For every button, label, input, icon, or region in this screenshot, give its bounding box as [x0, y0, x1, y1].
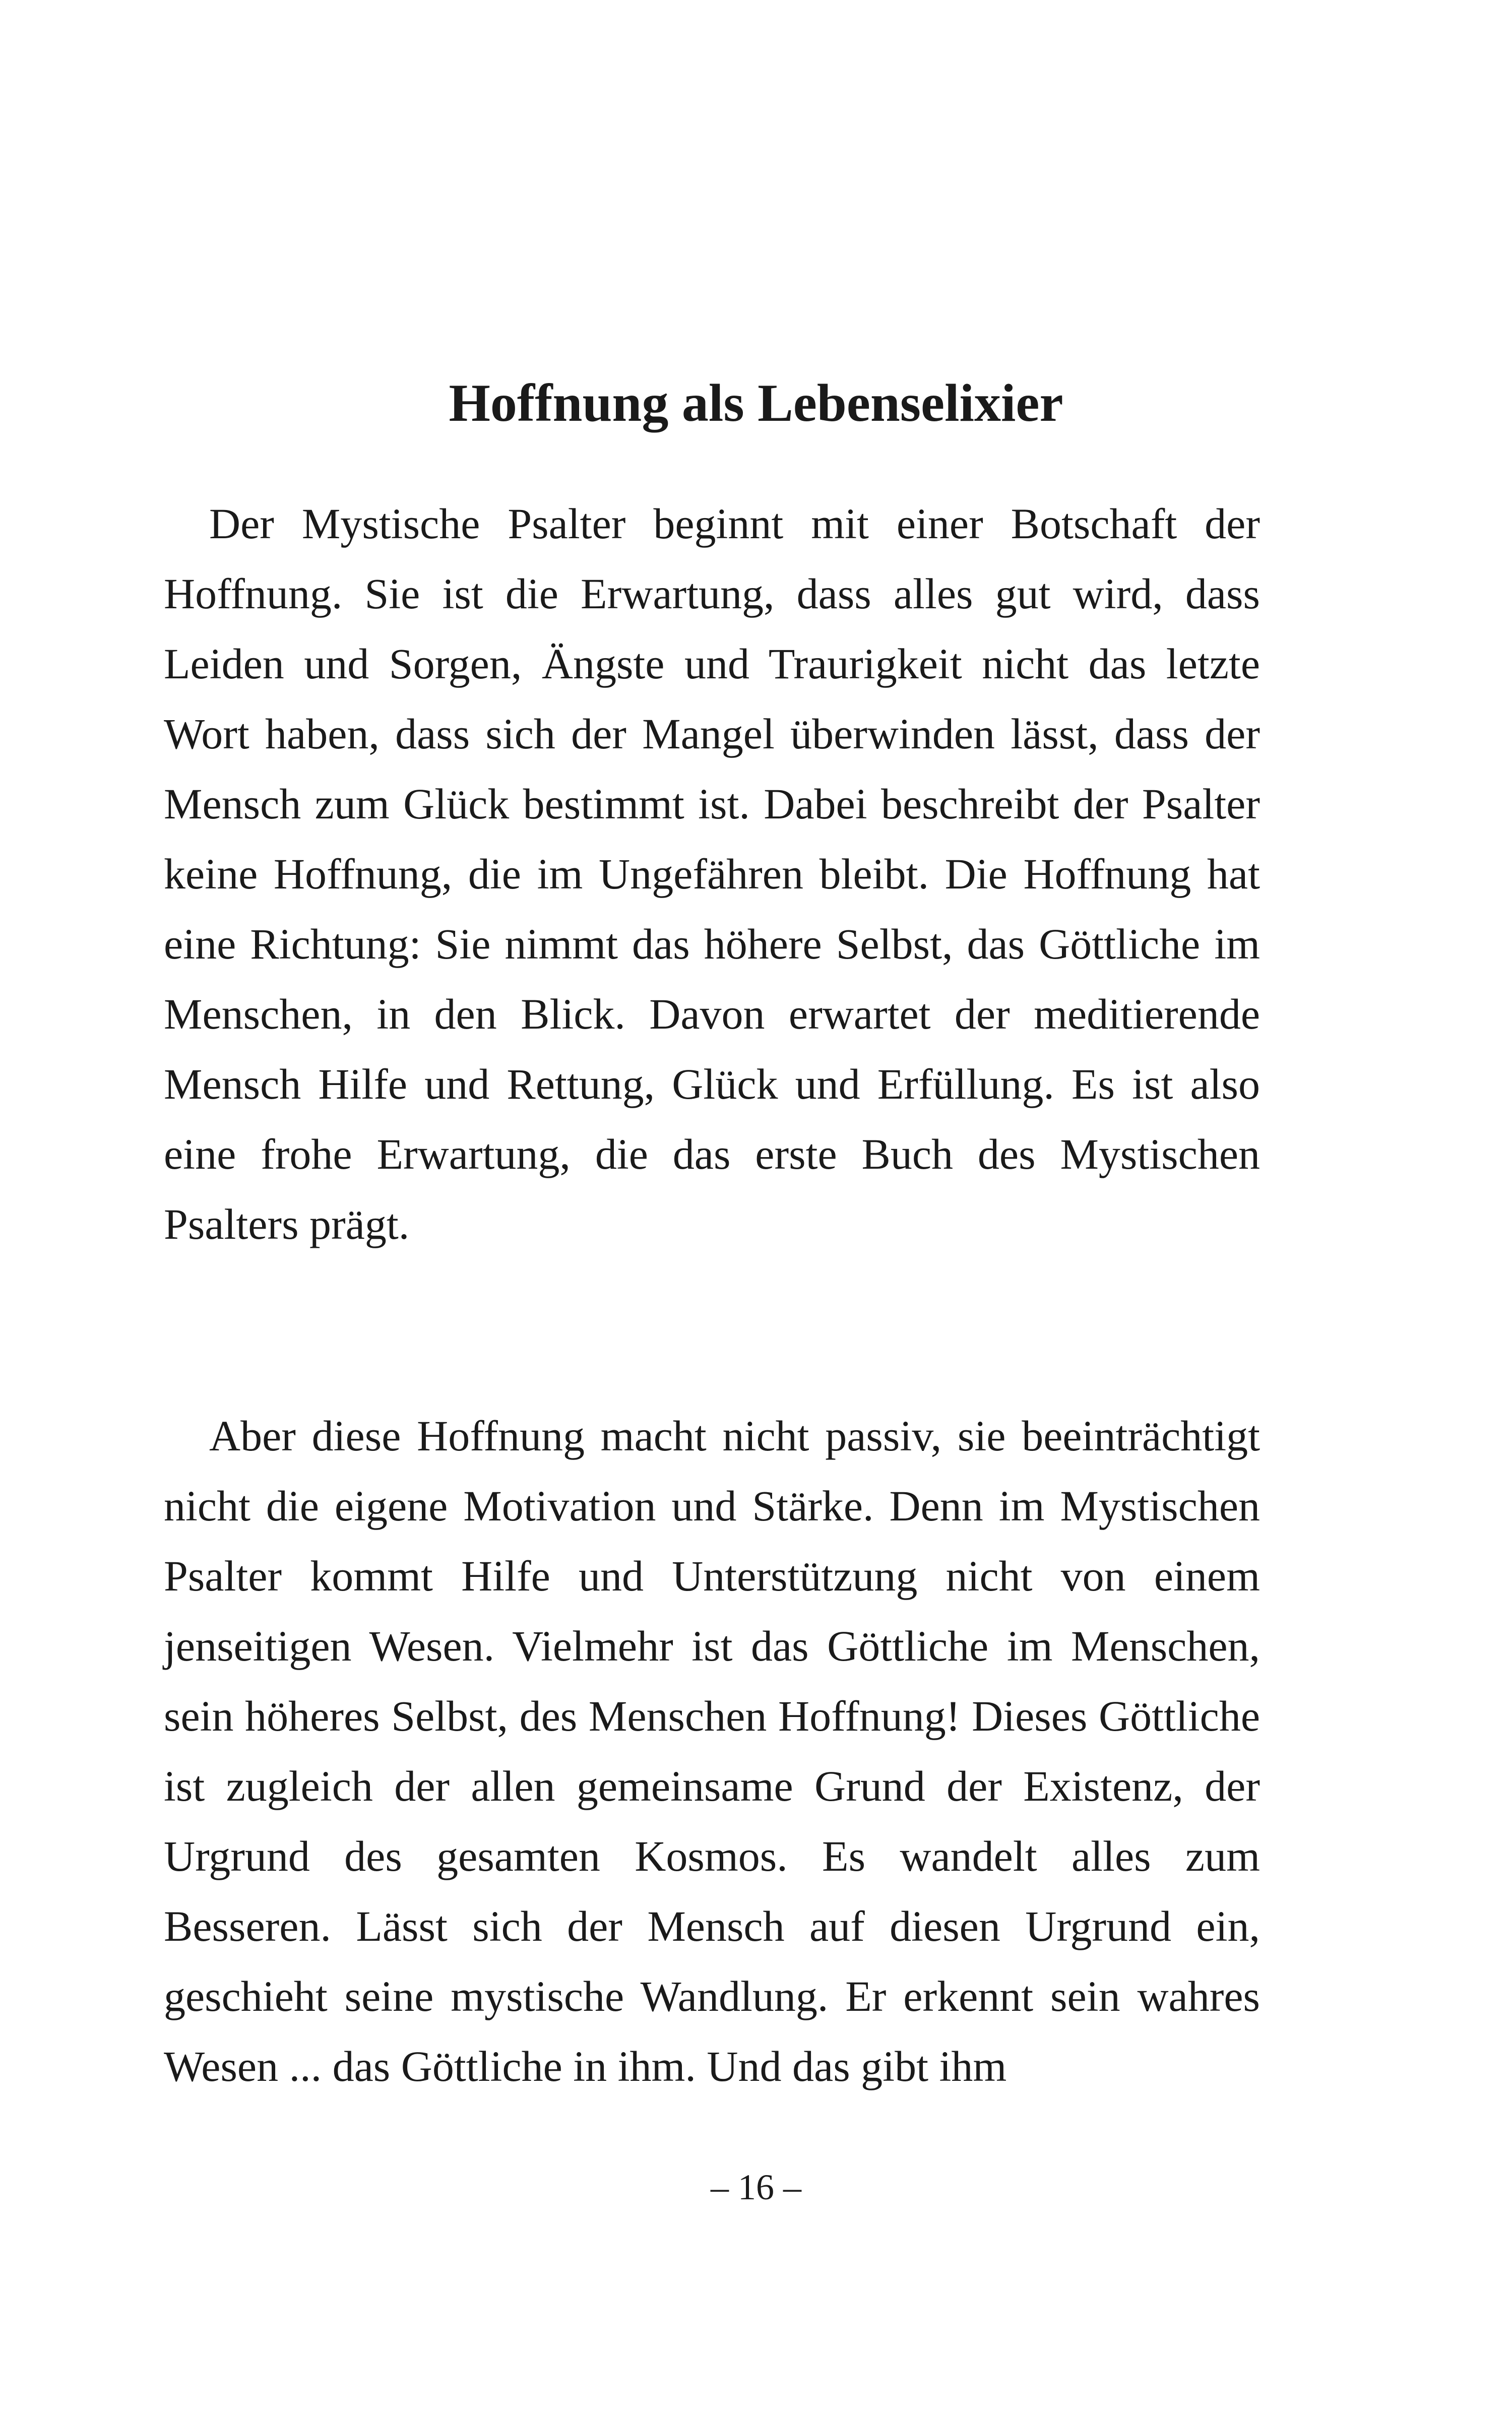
- body-paragraph: Der Mystische Psalter beginnt mit einer Botschaft der Hoffnung. Sie ist die Erwartung, dass alles gut wird, dass Leiden und Sorgen, Ängste und Traurigkeit nicht das letzte Wort haben, dass sich der Mangel überwinden lässt, dass der Mensch zum Glück bestimmt ist. Dabei beschreibt der Psalter keine Hoffnung, die im Ungefähren bleibt. Die Hoffnung hat eine Richtung: Sie nimmt das höhere Selbst, das Göttliche im Menschen, in den Blick. Davon erwartet der meditierende Mensch Hilfe und Rettung, Glück und Erfüllung. Es ist also eine frohe Erwartung, die das erste Buch des Mystischen Psalters prägt.: [164, 499, 1260, 1248]
- paragraph-1-container: [164, 489, 1260, 1259]
- body-paragraph: Aber diese Hoffnung macht nicht passiv, sie beeinträchtigt nicht die eigene Motivation und Stärke. Denn im Mystischen Psalter kommt Hilfe und Unterstützung nicht von einem jenseitigen Wesen. Vielmehr ist das Göttliche im Menschen, sein höheres Selbst, des Menschen Hoffnung! Dieses Göttliche ist zugleich der allen gemeinsame Grund der Existenz, der Urgrund des gesamten Kosmos. Es wandelt alles zum Besseren. Lässt sich der Mensch auf diesen Urgrund ein, geschieht seine mystische Wandlung. Er erkennt sein wahres Wesen ... das Göttliche in ihm. Und das gibt ihm: [164, 1412, 1260, 2090]
- chapter-title: Hoffnung als Lebenselixier: [449, 373, 1063, 432]
- page-number: – 16 –: [711, 2167, 801, 2207]
- paragraph-2-container: [164, 1401, 1260, 2102]
